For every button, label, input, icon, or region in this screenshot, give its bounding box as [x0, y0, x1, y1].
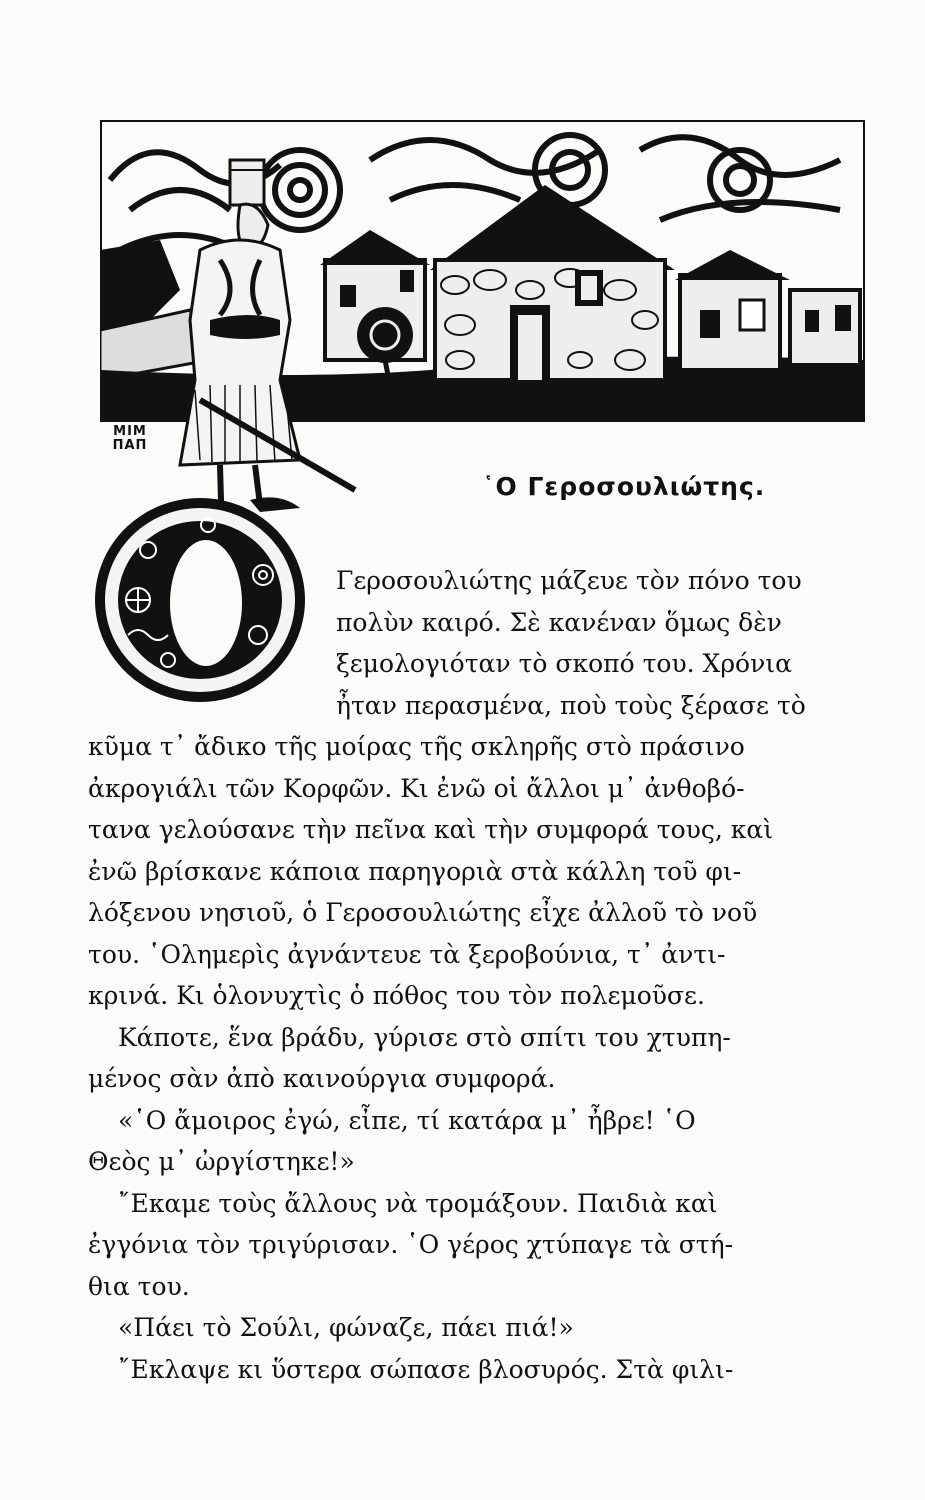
text-line: κῦμα τ᾿ ἄδικο τῆς μοίρας τῆς σκληρῆς στὸ πράσινο	[88, 732, 745, 761]
text-line: τανα γελούσανε τὴν πεῖνα καὶ τὴν συμφορά τους, καὶ	[88, 815, 774, 844]
text-line: «῾Ο ἄμοιρος ἐγώ, εἶπε, τί κατάρα μ᾿ ἦβρε! ῾Ο	[118, 1105, 696, 1135]
text-line: λόξενου νησιοῦ, ὁ Γεροσουλιώτης εἶχε ἀλλοῦ τὸ νοῦ	[88, 898, 758, 927]
story-body	[88, 560, 858, 1390]
story-title: ῾Ο Γεροσουλιώτης.	[482, 472, 766, 501]
text-line: ἐγγόνια τὸν τριγύρισαν. ῾Ο γέρος χτύπαγε τὰ στή-	[88, 1230, 734, 1259]
text-line: ῎Εκλαψε κι ὕστερα σώπασε βλοσυρός. Στὰ φιλι-	[118, 1354, 734, 1384]
text-line: ἦταν περασμένα, ποὺ τοὺς ξέρασε τὸ	[336, 690, 806, 720]
text-line: μένος σὰν ἀπὸ καινούργια συμφορά.	[88, 1064, 556, 1093]
text-line: Κάποτε, ἕνα βράδυ, γύρισε στὸ σπίτι του χτυπη-	[118, 1022, 731, 1052]
text-line: «Πάει τὸ Σούλι, φώναζε, πάει πιά!»	[118, 1313, 574, 1342]
text-line: πολὺν καιρό. Σὲ κανέναν ὅμως δὲν	[336, 607, 782, 637]
text-line: ἀκρογιάλι τῶν Κορφῶν. Κι ἐνῶ οἱ ἄλλοι μ᾿ ἀνθοβό-	[88, 773, 745, 803]
text-line: ῎Εκαμε τοὺς ἄλλους νὰ τρομάξουν. Παιδιὰ καὶ	[118, 1188, 718, 1218]
text-line: ξεμολογιόταν τὸ σκοπό του. Χρόνια	[336, 649, 792, 678]
text-line: ἐνῶ βρίσκανε κάποια παρηγοριὰ στὰ κάλλη τοῦ φι-	[88, 856, 742, 886]
woodcut-illustration	[100, 120, 865, 530]
text-line: θια του.	[88, 1271, 190, 1301]
text-line: Γεροσουλιώτης μάζευε τὸν πόνο του	[336, 566, 802, 595]
signature-line-2: ΠΑΠ	[112, 438, 148, 453]
text-line: Θεὸς μ᾿ ὠργίστηκε!»	[88, 1147, 355, 1176]
text-line: κρινά. Κι ὁλονυχτὶς ὁ πόθος του τὸν πολεμοῦσε.	[88, 981, 705, 1010]
signature-line-1: ΜΙΜ	[113, 424, 147, 439]
illustrator-signature	[100, 425, 160, 453]
text-line: του. ῾Ολημερὶς ἀγνάντευε τὰ ξεροβούνια, τ᾿ ἀντι-	[88, 939, 726, 969]
